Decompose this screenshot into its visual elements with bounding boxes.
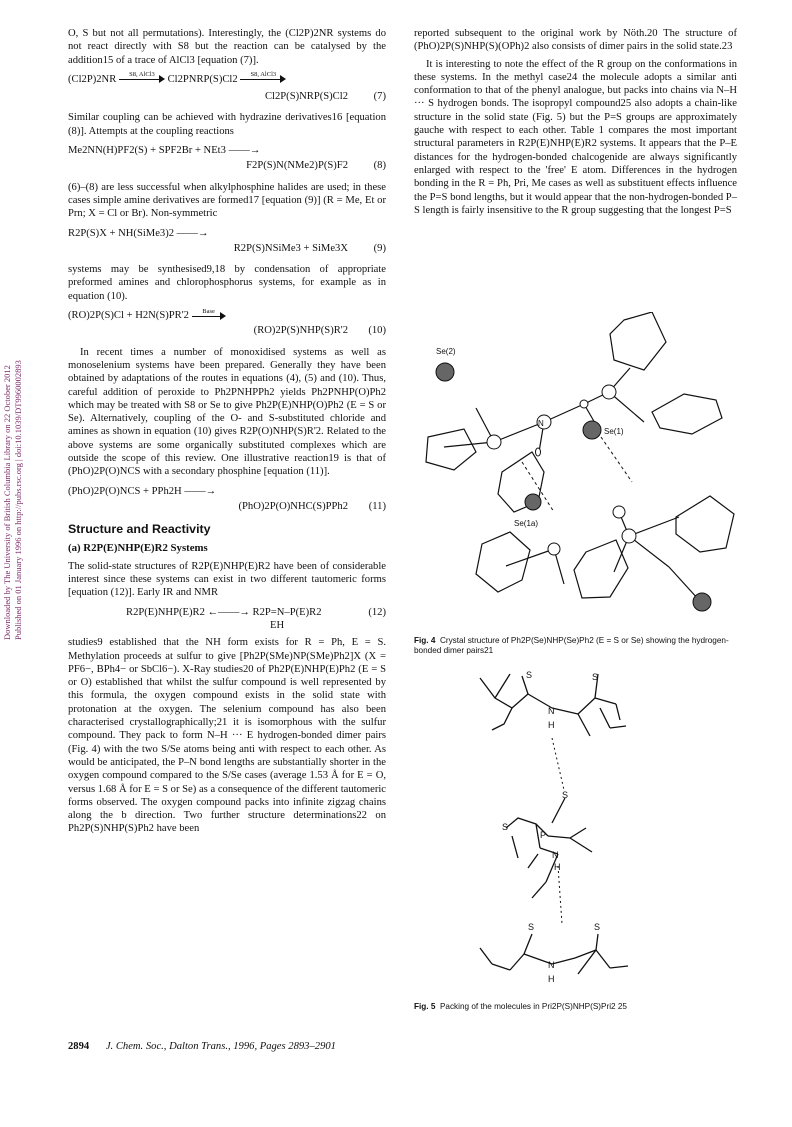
reaction-arrow-icon (119, 71, 165, 84)
equation-11 (68, 485, 386, 498)
equation-8-line2 (68, 159, 386, 172)
equation-10 (68, 309, 386, 322)
equation-10-line2 (68, 324, 386, 337)
label-se1: Se(1) (604, 427, 624, 436)
label-h: H (548, 720, 555, 730)
label-s: S (562, 790, 569, 800)
equation-term: Cl2PNRP(S)Cl2 (167, 73, 238, 85)
reaction-arrow-icon (240, 71, 286, 84)
paragraph: The solid-state structures of R2P(E)NHP(E)R2 have been of considerable interest since these systems can exist in two different tautomeric forms [equation (12)]. Early IR and NMR (68, 560, 386, 599)
atoms (487, 385, 636, 555)
equation-number: (7) (373, 91, 386, 103)
equation-7-line2 (68, 90, 386, 103)
caption-text: Packing of the molecules in Pri2P(S)NHP(S)Pri2 25 (439, 1002, 627, 1011)
figure-5-packing-diagram (470, 668, 670, 998)
equation-term: R2P(S)X + NH(SiMe3)2 ——→ (68, 227, 209, 239)
journal-citation: J. Chem. Soc., Dalton Trans., 1996, Pages 2893–2901 (105, 1041, 336, 1052)
label-se1a: Se(1a) (514, 519, 539, 528)
label-h: H (554, 862, 561, 872)
equation-number: (11) (368, 500, 386, 512)
section-heading: Structure and Reactivity (68, 522, 211, 537)
label-s: S (502, 822, 509, 832)
equation-11-line2 (68, 500, 386, 513)
page-number: 2894 (68, 1041, 90, 1052)
figure-4-caption (414, 636, 738, 657)
equation-term: R2P(S)NSiMe3 + SiMe3X (233, 242, 348, 254)
equation-term: Cl2P(S)NRP(S)Cl2 (264, 91, 348, 103)
left-column (68, 27, 386, 840)
label-p: P (540, 830, 547, 840)
paragraph: (6)–(8) are less successful when alkylphosphine halides are used; in these cases simple amine derivatives are formed17 [equation (9)] (R = Me, Et or Prn; X = Cl or Br). Non-symmetric (68, 181, 386, 220)
label-n: N (548, 706, 555, 716)
figure-5-labels (502, 670, 600, 984)
arrow-label: Base (202, 307, 215, 315)
paragraph: Similar coupling can be achieved with hydrazine derivatives16 [equation (8)]. Attempts at the coupling reactions (68, 112, 386, 137)
subsection-heading: (a) R2P(E)NHP(E)R2 Systems (68, 541, 208, 554)
label-se2: Se(2) (436, 347, 456, 356)
paragraph: In recent times a number of monoxidised systems as well as monoselenium systems have been prepared. Generally they have been obtained by adaptations of the routes in equations (4), (5) and (10). Thus, careful addition of peroxide to Ph2PNHPPh2 yields Ph2PNHP(O)Ph2 which may be treated with S8 or Se to give Ph2P(E)NHP(O)Ph2 (E = S or Se). Alternatively, coupling of the O- and S-substituted chloride and amines as shown in equation (10) gives R2P(O)NHP(S)R'2. Related to the above systems are some organically substituted complexes which are outside the scope of this review. One illustrative reaction19 is that of (PhO)2P(O)NCS with a secondary phosphine [equation (11)]. (68, 346, 386, 478)
equation-term: (RO)2P(S)NHP(S)R'2 (253, 325, 348, 337)
page-footer (68, 1041, 336, 1052)
equation-9-line2 (68, 242, 386, 255)
equation-number: (8) (373, 160, 386, 172)
label-n: N (552, 850, 559, 860)
figure-4-crystal-structure (414, 312, 739, 630)
molecule-bonds (426, 312, 734, 600)
equation-term: (RO)2P(S)Cl + H2N(S)PR'2 (68, 310, 189, 322)
paragraph: reported subsequent to the original work by Nöth.20 The structure of (PhO)2P(S)NHP(S)(OPh)2 also consists of dimer pairs in the solid state.23 (414, 28, 737, 53)
caption-text: Crystal structure of Ph2P(Se)NHP(Se)Ph2 (E = S or Se) showing the hydrogen-bonded dimer pairs21 (414, 636, 729, 656)
label-s: S (592, 672, 599, 682)
equation-term: (PhO)2P(O)NHC(S)PPh2 (238, 500, 348, 512)
label-n: N (548, 960, 555, 970)
caption-number: Fig. 4 (414, 636, 436, 645)
hydrogen-bond-lines (552, 738, 564, 924)
equation-number: (10) (368, 325, 386, 337)
equation-8 (68, 144, 386, 157)
arrow-label: S8, AlCl3 (129, 71, 155, 79)
watermark-line-2: Published on 01 January 1996 on http://pubs.rsc.org | doi:10.1039/DT9960002893 (13, 360, 23, 640)
equation-12 (68, 606, 386, 619)
equation-term: F2P(S)N(NMe2)P(S)F2 (246, 160, 348, 172)
equation-term: R2P(E)NHP(E)R2 ←——→ R2P=N–P(E)R2 (126, 606, 322, 618)
paragraph: O, S but not all permutations). Interestingly, the (Cl2P)2NR systems do not react directly with S8 but the reaction can be catalysed by the addition15 of a trace of AlCl3 [equation (7)]. (68, 28, 386, 66)
se-atom (583, 421, 601, 439)
label-s: S (528, 922, 535, 932)
equation-7 (68, 73, 386, 86)
equation-number: (9) (373, 242, 386, 254)
equation-term: (Cl2P)2NR (68, 73, 117, 85)
se-atom (436, 363, 454, 381)
arrow-label: S8, AlCl3 (250, 71, 277, 79)
figure-5-caption (414, 1002, 738, 1012)
download-watermark (2, 300, 28, 640)
equation-term: (PhO)2P(O)NCS + PPh2H ——→ (68, 485, 217, 497)
selenium-atoms (436, 363, 711, 611)
label-s: S (526, 670, 533, 680)
equation-term: EH (270, 619, 285, 631)
equation-number: (12) (368, 606, 386, 618)
label-s: S (594, 922, 601, 932)
label-h: H (548, 974, 555, 984)
se-atom (525, 494, 541, 510)
paragraph: studies9 established that the NH form exists for R = Ph, E = S. Methylation proceeds at sulfur to give [Ph2P(SMe)NP(SMe)Ph2]X (X = PF6−, BPh4− or SbCl6−). X-Ray studies20 of Ph2P(E)NHP(E)Ph2 (E = S or O) established that whilst the sulfur compound is well represented by this formula, the oxygen compound exists in the solid state with protonation at the oxygen. The selenium compound has also been characterised crystallographically;21 it is isomorphous with the sulfur compound. They pack to form N–H ··· E hydrogen-bonded dimer pairs (Fig. 4) with the two S/Se atoms being anti with respect to each other. As would be anticipated, the P–N bond lengths are substantially shorter in the oxygen compound compared to the S/Se cases (average 1.53 Å for E = O, versus 1.68 Å for E = S or Se) as a consequence of the different tautomeric forms observed. The oxygen compound packs into infinite zigzag chains along the b direction. Two further structure determinations22 on Ph2P(S)NHP(S)Ph2 have been (68, 637, 386, 835)
se-atom (693, 593, 711, 611)
paragraph: It is interesting to note the effect of the R group on the conformations in these systems. In the methyl case24 the molecule adopts a similar anti conformation to that of the phenyl analogue, but packs into chains via N–H ··· S hydrogen bonds. The isopropyl compound25 also adopts a chain-like structure in the solid state (Fig. 5) but the P=S groups are approximately gauche with respect to each other. Table 1 compares the most important structural parameters in R2P(E)NHP(E)R2 systems. It appears that the P–E distances for the hydrogen-bonded chalcogenide are always significantly enlarged with respect to the 'free' E atom. Differences in the hydrogen bonding in the R = Ph, Pri, Me cases as well as substituent effects influence the P=S bond lengths, but it would appear that the non-hydrogen-bonded P–S length is fairly insensitive to the R group suggesting that the longest P=S (414, 58, 737, 216)
label-n: N (538, 419, 544, 428)
equation-term: Me2NN(H)PF2(S) + SPF2Br + NEt3 ——→ (68, 145, 261, 157)
reaction-arrow-icon (192, 307, 226, 321)
watermark-line-1: Downloaded by The University of British Columbia Library on 22 October 2012 (2, 365, 12, 640)
right-column (414, 27, 737, 221)
paragraph: systems may be synthesised9,18 by condensation of appropriate preformed amines and chlorophosphorus systems, for example as in equation (10). (68, 264, 386, 302)
caption-number: Fig. 5 (414, 1002, 436, 1011)
equation-9 (68, 227, 386, 240)
